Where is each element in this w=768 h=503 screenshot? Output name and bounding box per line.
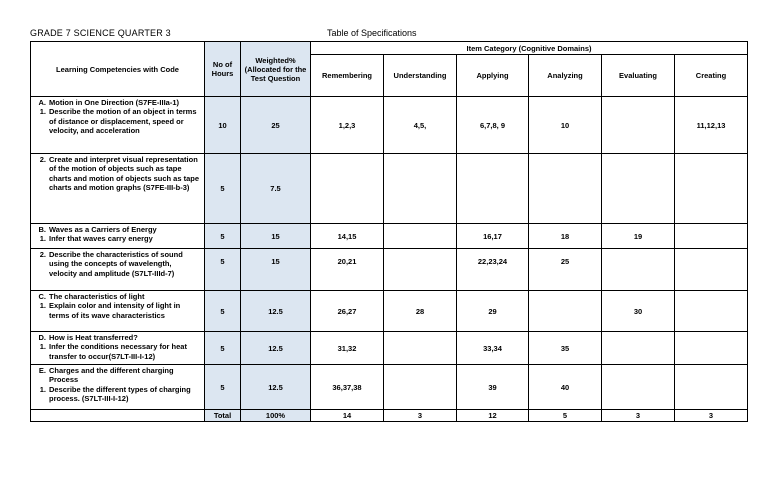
competency-marker: 2. xyxy=(39,155,46,164)
item-cell xyxy=(602,249,675,291)
item-cell xyxy=(384,249,457,291)
item-cell: 1,2,3 xyxy=(311,97,384,154)
item-cell xyxy=(457,154,529,224)
competency-line xyxy=(34,333,201,342)
weighted-cell: 12.5 xyxy=(241,332,311,365)
total-row xyxy=(31,410,748,422)
item-cell: 6,7,8, 9 xyxy=(457,97,529,154)
total-cell: 3 xyxy=(384,410,457,422)
item-cell: 33,34 xyxy=(457,332,529,365)
table-row xyxy=(31,154,748,224)
item-cell: 40 xyxy=(529,365,602,410)
hours-cell: 5 xyxy=(205,365,241,410)
competency-text: Describe the different types of charging process. (S7LT-III-I-12) xyxy=(49,384,191,404)
competency-line xyxy=(34,250,201,278)
document-title: GRADE 7 SCIENCE QUARTER 3 xyxy=(30,28,171,38)
competency-text: The characteristics of light xyxy=(49,292,145,301)
item-cell xyxy=(384,332,457,365)
item-cell xyxy=(311,154,384,224)
total-cell: 3 xyxy=(675,410,748,422)
competency-line xyxy=(34,107,201,135)
competency-text: Describe the characteristics of sound using the concepts of wavelength, velocity and amplitude (S7LT-IIId-7) xyxy=(49,250,183,278)
item-cell: 30 xyxy=(602,291,675,332)
competency-line xyxy=(34,366,201,385)
competency-cell xyxy=(31,291,205,332)
total-empty-cell xyxy=(31,410,205,422)
weighted-cell: 12.5 xyxy=(241,291,311,332)
item-cell xyxy=(529,154,602,224)
total-cell: 3 xyxy=(602,410,675,422)
competency-text: Charges and the different charging Process xyxy=(49,366,174,385)
header-item-category: Item Category (Cognitive Domains) xyxy=(311,42,748,55)
item-cell: 16,17 xyxy=(457,224,529,249)
competency-cell xyxy=(31,249,205,291)
item-cell: 19 xyxy=(602,224,675,249)
total-label: Total xyxy=(205,410,241,422)
competency-text: Describe the motion of an object in terms of distance or displacement, speed or velocity, and acceleration xyxy=(49,107,197,136)
item-cell xyxy=(602,154,675,224)
competency-line xyxy=(34,234,201,243)
competency-marker: 1. xyxy=(39,342,46,352)
item-cell: 14,15 xyxy=(311,224,384,249)
weighted-cell: 25 xyxy=(241,97,311,154)
weighted-cell: 15 xyxy=(241,224,311,249)
item-cell xyxy=(675,291,748,332)
competency-text: Infer that waves carry energy xyxy=(49,234,153,244)
header-competencies: Learning Competencies with Code xyxy=(31,42,205,97)
item-cell: 35 xyxy=(529,332,602,365)
table-row xyxy=(31,224,748,249)
competency-marker: B. xyxy=(38,225,46,234)
total-weighted: 100% xyxy=(241,410,311,422)
header-weighted: Weighted% (Allocated for the Test Question xyxy=(241,42,311,97)
competency-marker: A. xyxy=(38,98,46,107)
item-cell xyxy=(384,224,457,249)
header-hours: No of Hours xyxy=(205,42,241,97)
competency-marker: E. xyxy=(38,366,46,375)
competency-marker: 2. xyxy=(39,250,46,259)
item-cell xyxy=(675,365,748,410)
competency-marker: 1. xyxy=(39,384,46,394)
item-cell xyxy=(384,365,457,410)
header-domain-creating: Creating xyxy=(675,55,748,97)
item-cell xyxy=(529,291,602,332)
item-cell: 26,27 xyxy=(311,291,384,332)
header-domain-applying: Applying xyxy=(457,55,529,97)
total-cell: 5 xyxy=(529,410,602,422)
table-row xyxy=(31,291,748,332)
competency-text: Explain color and intensity of light in terms of its wave characteristics xyxy=(49,301,181,320)
item-cell: 31,32 xyxy=(311,332,384,365)
competency-text: How is Heat transferred? xyxy=(49,333,138,342)
table-row xyxy=(31,332,748,365)
weighted-cell: 7.5 xyxy=(241,154,311,224)
total-cell: 14 xyxy=(311,410,384,422)
hours-cell: 10 xyxy=(205,97,241,154)
item-cell xyxy=(675,224,748,249)
competency-marker: 1. xyxy=(39,301,46,311)
hours-cell: 5 xyxy=(205,291,241,332)
competency-cell xyxy=(31,97,205,154)
hours-cell: 5 xyxy=(205,224,241,249)
item-cell: 25 xyxy=(529,249,602,291)
header-domain-evaluating: Evaluating xyxy=(602,55,675,97)
competency-line xyxy=(34,225,201,234)
competency-cell xyxy=(31,154,205,224)
competency-cell xyxy=(31,332,205,365)
total-cell: 12 xyxy=(457,410,529,422)
item-cell xyxy=(384,154,457,224)
competency-marker: 1. xyxy=(39,107,46,117)
competency-cell xyxy=(31,365,205,410)
item-cell xyxy=(675,154,748,224)
item-cell: 28 xyxy=(384,291,457,332)
header-domain-remembering: Remembering xyxy=(311,55,384,97)
competency-marker: C. xyxy=(38,292,46,301)
item-cell xyxy=(675,249,748,291)
item-cell: 4,5, xyxy=(384,97,457,154)
competency-text: Waves as a Carriers of Energy xyxy=(49,225,157,234)
item-cell xyxy=(602,332,675,365)
table-row xyxy=(31,97,748,154)
weighted-cell: 12.5 xyxy=(241,365,311,410)
competency-line xyxy=(34,342,201,361)
competency-marker: 1. xyxy=(39,234,46,244)
item-cell: 18 xyxy=(529,224,602,249)
header-domain-understanding: Understanding xyxy=(384,55,457,97)
item-cell: 11,12,13 xyxy=(675,97,748,154)
competency-line xyxy=(34,155,201,193)
weighted-cell: 15 xyxy=(241,249,311,291)
competency-line xyxy=(34,301,201,320)
item-cell xyxy=(675,332,748,365)
competency-text: Infer the conditions necessary for heat transfer to occur(S7LT-III-I-12) xyxy=(49,342,187,361)
table-row xyxy=(31,365,748,410)
item-cell: 22,23,24 xyxy=(457,249,529,291)
competency-text: Motion in One Direction (S7FE-IIIa-1) xyxy=(49,98,180,107)
item-cell: 29 xyxy=(457,291,529,332)
item-cell: 20,21 xyxy=(311,249,384,291)
item-cell: 36,37,38 xyxy=(311,365,384,410)
competency-cell xyxy=(31,224,205,249)
competency-line xyxy=(34,292,201,301)
hours-cell: 5 xyxy=(205,154,241,224)
item-cell: 39 xyxy=(457,365,529,410)
competency-line xyxy=(34,385,201,404)
item-cell: 10 xyxy=(529,97,602,154)
hours-cell: 5 xyxy=(205,249,241,291)
specifications-table xyxy=(30,41,748,422)
table-title: Table of Specifications xyxy=(327,28,417,38)
item-cell xyxy=(602,97,675,154)
competency-line xyxy=(34,98,201,107)
hours-cell: 5 xyxy=(205,332,241,365)
table-row xyxy=(31,249,748,291)
item-cell xyxy=(602,365,675,410)
header-domain-analyzing: Analyzing xyxy=(529,55,602,97)
competency-marker: D. xyxy=(38,333,46,342)
competency-text: Create and interpret visual representation of the motion of objects such as tape charts and motion of objects such as tape charts and motion graphs (S7FE-III-b-3) xyxy=(49,155,200,193)
